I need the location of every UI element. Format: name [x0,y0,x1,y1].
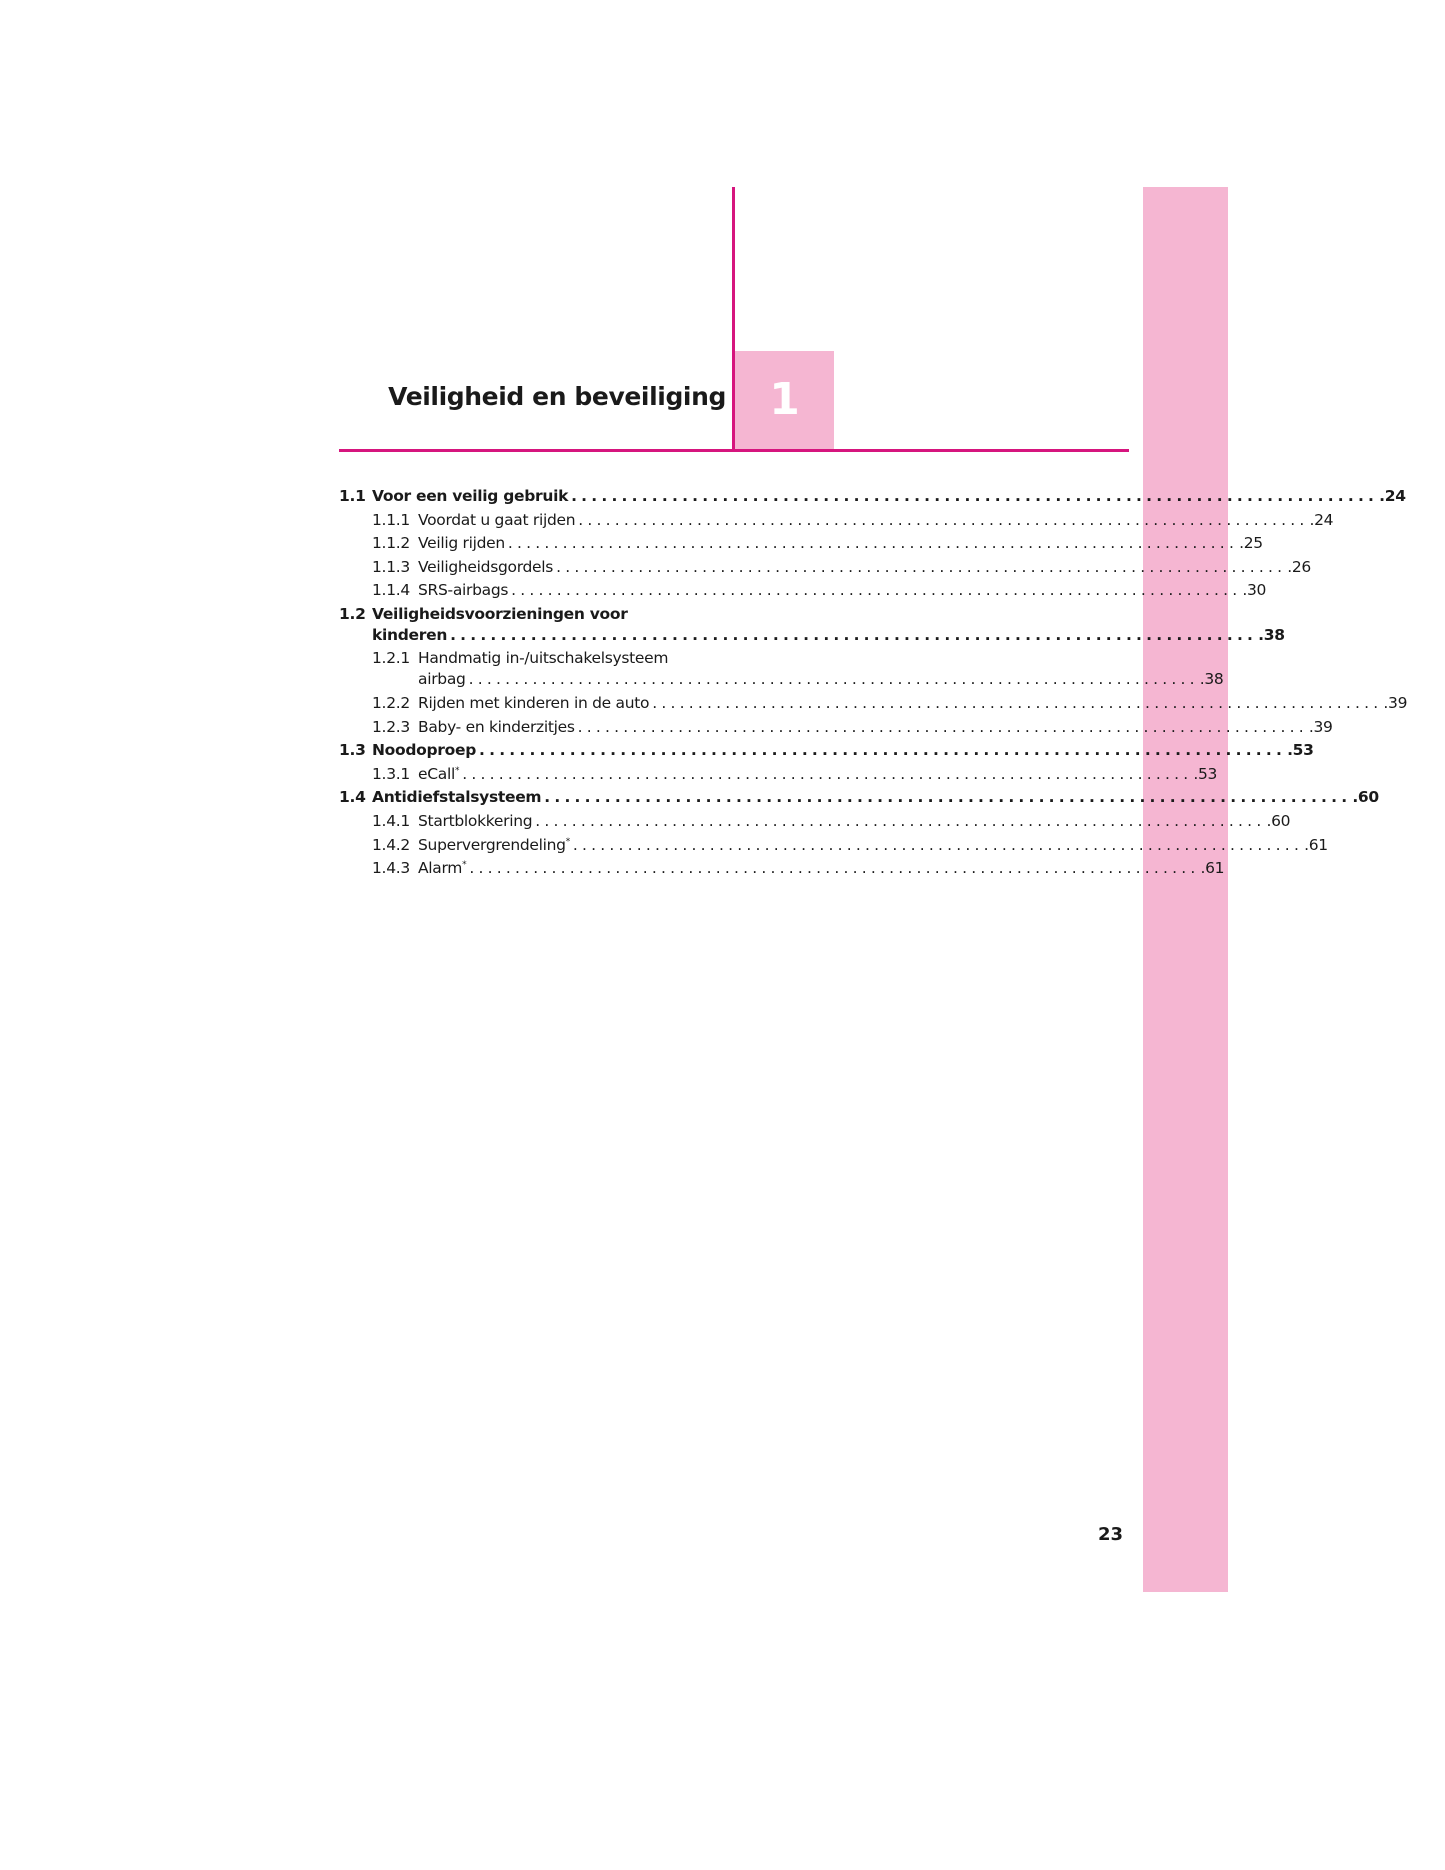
toc-entry-1-4-3[interactable]: 1.4.3 Alarm* ................................................................................ .61 [339,857,703,881]
toc-entry-page: .60 [1352,788,1379,807]
toc-entry-1-2-1[interactable]: 1.2.1 Handmatig in-/uitschakelsysteem airbag ................................................................................ .38 [339,647,703,692]
toc-entry-page: .24 [1379,487,1406,505]
chapter-horizontal-rule [339,449,1129,452]
toc-entry-number: 1.1.1 [372,510,410,529]
toc-entry-number: 1.4.1 [372,811,410,830]
toc-entry-page: .60 [1266,811,1291,830]
toc-entry-number: 1.3.1 [372,764,410,783]
chapter-number-box [735,351,834,449]
page-number: 23 [1098,1524,1124,1545]
toc-entry-1-3[interactable]: 1.3 Noodoproep ................................................................................ .53 [339,739,703,763]
optional-equipment-mark: * [462,859,467,870]
toc-entry-number: 1.1.4 [372,581,410,600]
toc-entry-number: 1.4.2 [372,835,410,854]
toc-entry-title: Noodoproep [372,741,477,760]
toc-entry-title: Antidiefstalsysteem [372,788,542,807]
toc-entry-number: 1.3 [339,741,366,760]
toc-entry-1-2[interactable]: 1.2 Veiligheidsvoorzieningen voor kinderen ................................................................................ .38 [339,603,703,648]
toc-entry-title: Startblokkering [418,811,533,830]
toc-entry-title: Veiligheidsgordels [418,557,554,576]
toc-entry-1-4[interactable]: 1.4 Antidiefstalsysteem ................................................................................ .60 [339,786,703,810]
toc-entry-title: Rijden met kinderen in de auto [418,693,650,712]
toc-entry-page: .26 [1287,557,1311,576]
toc-entry-title-line1: Veiligheidsvoorzieningen voor [372,604,628,623]
toc-entry-page: .39 [1383,693,1408,712]
toc-entry-title-line1: Handmatig in-/uitschakelsysteem [418,649,669,668]
toc-entry-title: Supervergrendeling [418,835,566,854]
toc-entry-page: .24 [1309,510,1334,529]
toc-entry-1-4-1[interactable]: 1.4.1 Startblokkering ................................................................................ .60 [339,810,703,834]
optional-equipment-mark: * [454,765,460,776]
table-of-contents [339,485,1408,881]
toc-entry-number: 1.1 [339,487,366,505]
toc-entry-page: .53 [1193,764,1218,783]
toc-entry-title: SRS-airbags [418,581,509,600]
chapter-title: Veiligheid en beveiliging [388,382,726,411]
toc-entry-1-1-1[interactable]: 1.1.1 Voordat u gaat rijden ................................................................................ .24 [339,509,703,533]
side-tab-marker [1143,187,1228,1592]
toc-entry-number: 1.2 [339,604,366,623]
toc-entry-title: Baby- en kinderzitjes [418,717,575,736]
chapter-number: 1 [769,374,800,425]
toc-entry-number: 1.4 [339,788,366,807]
toc-entry-title: Veilig rijden [418,534,505,553]
toc-entry-page: .38 [1258,625,1285,644]
toc-entry-title-line2: kinderen [372,625,448,644]
toc-entry-page: .61 [1304,835,1328,854]
toc-entry-page: .30 [1242,581,1267,600]
toc-entry-title: Voor een veilig gebruik [372,487,569,505]
toc-entry-number: 1.2.2 [372,693,410,712]
toc-entry-title: Voordat u gaat rijden [418,510,576,529]
toc-entry-page: .53 [1287,741,1314,760]
toc-entry-1-2-2[interactable]: 1.2.2 Rijden met kinderen in de auto ................................................................................ .39 [339,692,703,716]
toc-entry-title-line2: airbag [418,670,466,689]
toc-entry-page: .39 [1308,717,1333,736]
toc-entry-page: .38 [1199,670,1224,689]
toc-entry-1-2-3[interactable]: 1.2.3 Baby- en kinderzitjes ................................................................................ .39 [339,716,703,740]
toc-entry-1-3-1[interactable]: 1.3.1 eCall* ................................................................................ .53 [339,763,703,787]
toc-entry-number: 1.1.3 [372,557,410,576]
toc-entry-1-1-2[interactable]: 1.1.2 Veilig rijden ................................................................................ .25 [339,532,703,556]
toc-entry-number: 1.4.3 [372,859,410,878]
toc-entry-page: .25 [1239,534,1263,553]
toc-entry-page: .61 [1200,859,1225,878]
toc-entry-title: eCall [418,764,455,783]
optional-equipment-mark: * [565,836,570,847]
toc-entry-number: 1.2.3 [372,717,410,736]
toc-entry-number: 1.1.2 [372,534,410,553]
toc-entry-1-1[interactable]: 1.1 Voor een veilig gebruik ................................................................................ .24 [339,485,703,509]
toc-entry-number: 1.2.1 [372,649,410,668]
toc-entry-title: Alarm [418,859,463,878]
toc-entry-1-4-2[interactable]: 1.4.2 Supervergrendeling* ................................................................................ .61 [339,834,703,858]
toc-entry-1-1-3[interactable]: 1.1.3 Veiligheidsgordels ................................................................................ .26 [339,556,703,580]
toc-entry-1-1-4[interactable]: 1.1.4 SRS-airbags ................................................................................ .30 [339,579,703,603]
